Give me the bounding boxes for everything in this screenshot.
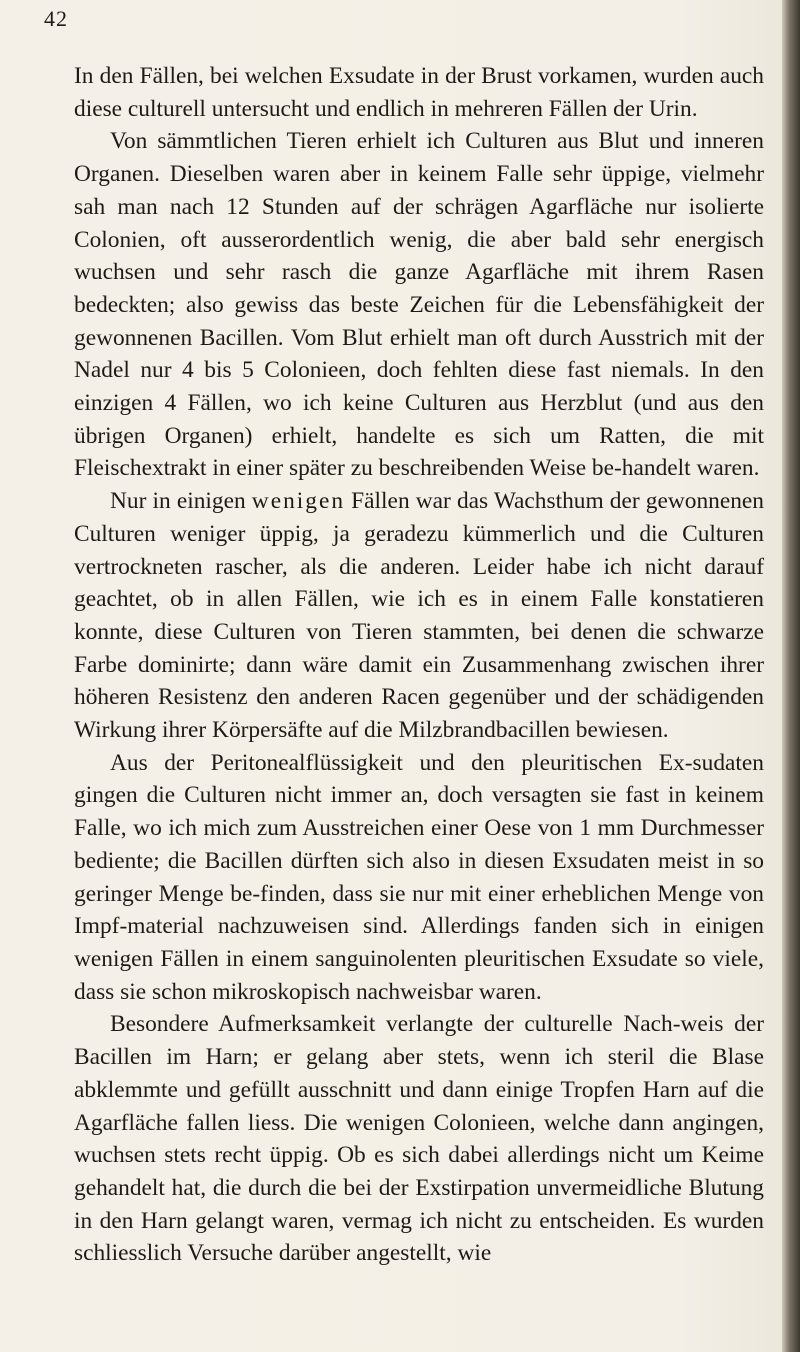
- paragraph-3-start: Nur in einigen: [110, 488, 252, 515]
- paragraph-4: Aus der Peritonealflüssigkeit und den pleuritischen Ex-sudaten gingen die Culturen nicht immer an, doch versagten sie fast in keinem Falle, wo ich mich zum Ausstreichen einer Oese von 1 mm Durchmesser bediente; die Bacillen dürften sich also in diesen Exsudaten meist in so geringer Menge be-finden, dass sie nur mit einer erheblichen Menge von Impf-material nachzuweisen sind. Allerdings fanden sich in einigen wenigen Fällen in einem sanguinolenten pleuritischen Exsudate so viele, dass sie schon mikroskopisch nachweisbar waren.: [74, 749, 764, 1005]
- paragraph-3-rest: Fällen war das Wachsthum der gewonnenen Culturen weniger üppig, ja geradezu kümmerlich und die Culturen vertrockneten rascher, als die anderen. Leider habe ich nicht darauf geachtet, ob in allen Fällen, wie ich es in einem Falle konstatieren konnte, diese Culturen von Tieren stammten, bei denen die schwarze Farbe dominirte; dann wäre damit ein Zusammenhang zwischen ihrer höheren Resistenz den anderen Racen gegenüber und der schädigenden Wirkung ihrer Körpersäfte auf die Milzbrandbacillen bewiesen.: [74, 488, 764, 744]
- book-binding-edge: [782, 0, 800, 1352]
- page-number: 42: [44, 6, 68, 31]
- emphasized-word: wenigen: [251, 488, 346, 515]
- paragraph-1: In den Fällen, bei welchen Exsudate in der Brust vorkamen, wurden auch diese culturell untersucht und endlich in mehreren Fällen der Urin.: [74, 63, 764, 122]
- paragraph-5: Besondere Aufmerksamkeit verlangte der culturelle Nach-weis der Bacillen im Harn; er gelang aber stets, wenn ich steril die Blase abklemmte und gefüllt ausschnitt und dann einige Tropfen Harn auf die Agarfläche fallen liess. Die wenigen Colonieen, welche dann angingen, wuchsen stets recht üppig. Ob es sich dabei allerdings nicht um Keime gehandelt hat, die durch die bei der Exstirpation unvermeidliche Blutung in den Harn gelangt waren, vermag ich nicht zu entscheiden. Es wurden schliesslich Versuche darüber angestellt, wie: [74, 1011, 764, 1267]
- body-text: [74, 60, 764, 1270]
- paragraph-3: [74, 485, 764, 747]
- paragraph-2: Von sämmtlichen Tieren erhielt ich Culturen aus Blut und inneren Organen. Dieselben waren aber in keinem Falle sehr üppige, vielmehr sah man nach 12 Stunden auf der schrägen Agarfläche nur isolierte Colonien, oft ausserordentlich wenig, die aber bald sehr energisch wuchsen und sehr rasch die ganze Agarfläche mit ihrem Rasen bedeckten; also gewiss das beste Zeichen für die Lebensfähigkeit der gewonnenen Bacillen. Vom Blut erhielt man oft durch Ausstrich mit der Nadel nur 4 bis 5 Colonieen, doch fehlten diese fast niemals. In den einzigen 4 Fällen, wo ich keine Culturen aus Herzblut (und aus den übrigen Organen) erhielt, handelte es sich um Ratten, die mit Fleischextrakt in einer später zu beschreibenden Weise be-handelt waren.: [74, 128, 764, 482]
